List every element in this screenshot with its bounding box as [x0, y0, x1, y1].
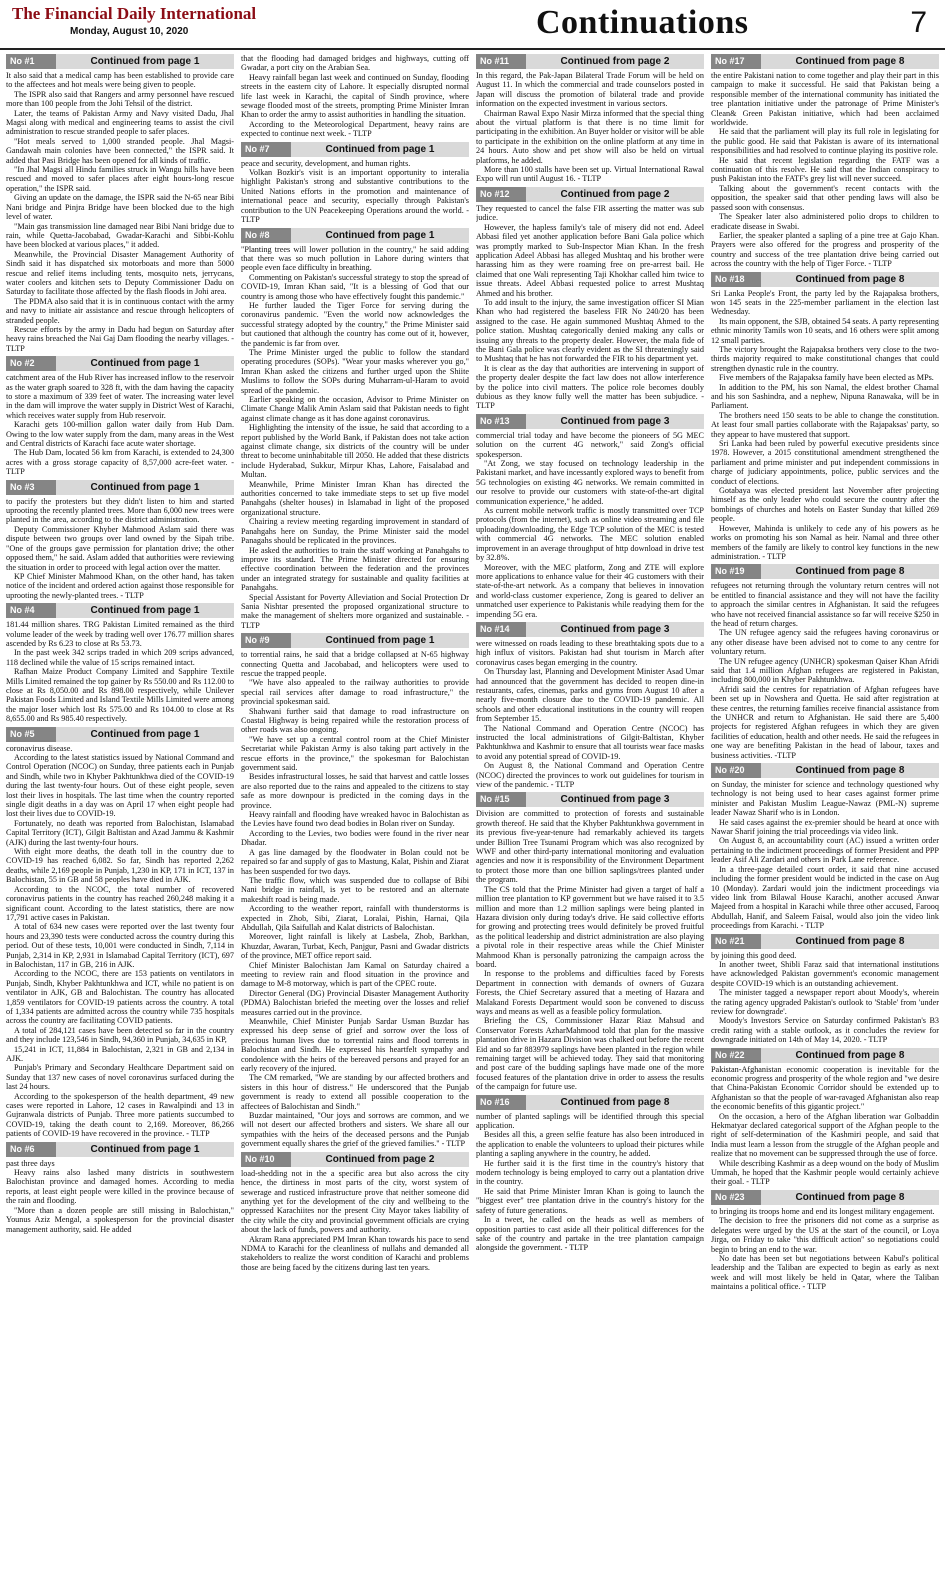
continued-from-label: Continued from page 8	[526, 1095, 704, 1110]
paragraph: Moreover, light rainfall is likely at Lasbela, Zhob, Barkhan, Khuzdar, Awaran, Turbat, Kech, Panjgur, Pasni and Gwadar districts of the province, MET office report said.	[241, 932, 469, 961]
paragraph: Sri Lanka had been ruled by powerful executive presidents since 1978. However, a 2015 constitutional amendment strengthened the parliament and prime minister and put independent commissions in charge of judiciary appointments, police, public services and the conduct of elections.	[711, 439, 939, 486]
paragraph: However, the hapless family's tale of misery did not end. Adeel Abbasi filed yet another application before Bani Gala police which was promptly marked to Sub-Inspector Mian Khan. In the fresh application Adeel Abbasi has alleged Mushtaq and his brother were harassing him as they were roaming free on pre-arrest bail. He claimed that one Wali representing Taji Khokhar called him twice to issue threats. Adeel Abbasi requested police to arrest Mushtaq Ahmed and his brother.	[476, 222, 704, 298]
paragraph: Chairing a review meeting regarding improvement in standard of Panahgahs here on Sunday, the Prime Minister said the model Panagahs should be replicated in the provinces.	[241, 517, 469, 546]
paragraph: The ISPR also said that Rangers and army personnel have rescued more than 100 people from the Johi Tehsil of the district.	[6, 89, 234, 109]
continuation-header	[241, 1152, 469, 1167]
paragraph: load-shedding not in the a specific area but also across the city hence, the dirtiness in most parts of the city, worst system of sewerage and rusticed infrastructure prove that neither someone did anything yet for the development of the city and wellbeing to the oppressed Karachiites nor the present City Mayor takes liability of the city while the city and provincial government officials are crying about the lack of funds, powers and authority.	[241, 1168, 469, 1235]
continuation-block	[476, 622, 704, 790]
paragraph: The Hub Dam, located 56 km from Karachi, is extended to 24,300 acres with a gross storage capacity of 8,57,000 acre-feet water. - TLTP	[6, 448, 234, 477]
paragraph: He said cases against the ex-premier should be heard at once with Nawar Sharif joining the trial proceedings via video link.	[711, 817, 939, 837]
continued-from-label: Continued from page 8	[761, 1048, 939, 1063]
paragraph: Besides all this, a green selfie feature has also been introduced in the application to enable the volunteers to upload their pictures while planting a sapling anywhere in the country, he added.	[476, 1130, 704, 1159]
story-body	[711, 289, 939, 562]
paragraph: KP Chief Minister Mahmood Khan, on the other hand, has taken notice of the incident and ordered action against those responsible for uprooting the newly-planted trees. - TLTP	[6, 571, 234, 600]
paragraph: It also said that a medical camp has been established to provide care to the affectees and hot meals were being given to people.	[6, 71, 234, 90]
story-body	[241, 245, 469, 631]
paragraph: To add insult to the injury, the same investigation officer SI Mian Khan who had registered the baseless FIR No 240/20 has been assigned to the case. He again summoned Mushtaq Ahmed to the police station. Mushtaq categorically denied making any calls or issuing any threats to the property dealer. However, the mala fide of the Bani Gala police was clearly evident as the SI threateningly said to Mushtaq that he has not forwarded the FIR to his department yet.	[476, 297, 704, 364]
paragraph: Shahwani further said that damage to road infrastructure on Coastal Highway is being repaired while the restoration process of other roads was also ongoing.	[241, 706, 469, 735]
paragraph: According to the NCOC, the total number of recovered coronavirus patients in the country has reached 260,248 making it a significant count. According to the latest statistics, there are now 17,791 active cases in Pakistan.	[6, 884, 234, 922]
paragraph: A total of 634 new cases were reported over the last twenty four hours and 23,390 tests were conducted across the country during this period. Out of these tests, 10,001 were conducted in Sindh, 7,114 in Punjab, 2,314 in KP, 2,931 in Islamabad Capital Territory (ICT), 697 in Balochistan, 117 in GB, 216 in AJK.	[6, 922, 234, 969]
paragraph: Meanwhile, Chief Minister Punjab Sardar Usman Buzdar has expressed his deep sense of grief and sorrow over the loss of precious human lives due to torrential rains and flood torrents in Balochistan and Sindh. He expressed his heartfelt sympathy and condolence with the heirs of the bereaved persons and prayed for an early recovery of the injured.	[241, 1017, 469, 1074]
paragraph: Deputy Commissioner Khyber Mahmood Aslam said there was dispute between two groups over land owned by the Sipah tribe. "One of the groups gave permission for plantation drive; the other opposed them," he said. Aslam added that authorities were reviewing the situation in order to proceed with legal action over the matter.	[6, 524, 234, 572]
paragraph: It is clear as the day that authorities are intervening in support of the property dealer despite the fact law does not allow interference by the police into civil matters. The police role becomes doubly dubious as they know fully well the matter has been subjudice. - TLTP	[476, 363, 704, 411]
continued-from-label: Continued from page 1	[56, 356, 234, 371]
continued-from-label: Continued from page 2	[526, 54, 704, 69]
continued-from-label: Continued from page 3	[526, 414, 704, 429]
paragraph: Pakistan-Afghanistan economic cooperation is inevitable for the economic progress and prosperity of the whole region and "we desire that China-Pakistan Economic Corridor should be extended up to Afghanistan so that the people of war-ravaged Afghanistan also reap the economic benefits of this gigantic project."	[711, 1064, 939, 1112]
paragraph: Moody's Investors Service on Saturday confirmed Pakistan's B3 credit rating with a stable outlook, as it concludes the review for downgrade initiated on 14th of May 14, 2020. - TLTP	[711, 1016, 939, 1045]
story-body	[711, 1065, 939, 1187]
paragraph: on Sunday, the minister for science and technology questioned why technology is not being used to hear cases against former prime minister and Pakistan Muslim League-Nawaz (PML-N) supreme leader Nawaz Sharif who is in London.	[711, 780, 939, 818]
paragraph: to torrential rains, he said that a bridge collapsed at N-65 highway connecting Quetta and Jacobabad, and helicopters were used to rescue the trapped people.	[241, 650, 469, 678]
continued-from-label: Continued from page 1	[56, 1142, 234, 1157]
continuation-block	[711, 1048, 939, 1187]
continued-from-label: Continued from page 8	[761, 54, 939, 69]
paragraph: Meanwhile, the Provincial Disaster Management Authority of Sindh said it has dispatched six motorboats and more than 5000 rescue and relief items including tents, mosquito nets, jerrycans, water coolers and kitchen sets to Deputy Commissioner Dadu on Saturday to facilitate those affected by the flash floods in Johi area.	[6, 249, 234, 297]
story-body	[711, 1207, 939, 1292]
story-body	[241, 1169, 469, 1272]
paragraph: peace and security, development, and human rights.	[241, 158, 411, 168]
continuation-block	[711, 54, 939, 269]
story-number: No #20	[711, 763, 761, 778]
paragraph: "At Zong, we stay focused on technology leadership in the Pakistani market, and have incessantly explored ways to benefit from 5G technologies on existing 4G networks. We remain committed in our resolve to provide our customers with state-of-the-art digital communication experience," he added.	[476, 459, 704, 506]
paragraph: Talking about the government's recent contacts with the opposition, the speaker said that other pending laws will also be passed soon with consensus.	[711, 183, 939, 212]
story-body	[476, 1112, 704, 1253]
paragraph: He said that Prime Minister Imran Khan is going to launch the "biggest ever" tree plantation drive in the country's history for the safety of future generations.	[476, 1186, 704, 1215]
continuation-header	[711, 934, 939, 949]
paragraph: He further said it is the first time in the country's history that modern technology is being employed to carry out a plantation drive in the country.	[476, 1158, 704, 1187]
story-body	[476, 204, 704, 411]
continuation-header	[6, 356, 234, 371]
story-body	[241, 159, 469, 225]
paragraph: "Planting trees will lower pollution in the country," he said adding that there was so much pollution in Lahore during winters that people even face difficulty in breathing.	[241, 244, 469, 273]
continued-from-label: Continued from page 8	[761, 763, 939, 778]
paragraph: Afridi said the centres for repatriation of Afghan refugees have been set up in Nowshera and Quetta. He said after registration at these centres, the returning families receive financial assistance from the UNHCR and return to Afghanistan. He said there are 5,400 projects for registered Afghan refugees in which they are given facilities of education, health and other needs. He said the refugees in one way are benefiting Pakistan in the head of labour, taxes and business activities. -TLTP	[711, 684, 939, 760]
continuation-block	[476, 792, 704, 1091]
section-title: Continuations	[536, 4, 749, 41]
continuation-header	[6, 1142, 234, 1157]
story-number: No #8	[241, 228, 291, 243]
story-body	[6, 744, 234, 1139]
continuation-header	[476, 792, 704, 807]
paragraph: coronavirus disease.	[6, 743, 73, 753]
paragraph: 15,241 in ICT, 11,884 in Balochistan, 2,321 in GB and 2,134 in AJK.	[6, 1044, 234, 1063]
paragraph: The decision to free the prisoners did not come as a surprise as delegates were urged by the US at the start of the council, or Loya Jirga, on Friday to take "this difficult action" so negotiations could begin to bring an end to the war.	[711, 1216, 939, 1254]
paragraph: "Main gas transmission line damaged near Bibi Nani bridge due to rain, while Quetta-Jacobabad, Gwadar-Karachi and Sibbi-Kohlu have been blocked at various places," it added.	[6, 221, 234, 250]
paragraph: In addition to the PM, his son Namal, the eldest brother Chamal and his son Sashindra, and a nephew, Nipuna Ranawaka, will be in Parliament.	[711, 382, 939, 411]
paragraph: According to the spokesperson of the health department, 49 new cases were reported in Lahore, 12 cases in Rawalpindi and 13 in Gujranwala districts of Punjab. Three more patients succumbed to COVID-19, taking the death count to 2,169. Moreover, 86,266 patients of COVID-19 have recovered in the province. - TLTP	[6, 1091, 234, 1139]
paragraph: While describing Kashmir as a deep wound on the body of Muslim Ummah, he hoped that the Kashmir people would certainly achieve their goal. - TLTP	[711, 1158, 939, 1187]
paragraph: Sri Lanka People's Front, the party led by the Rajapaksa brothers, won 145 seats in the 225-member parliament in the election last Wednesday.	[711, 288, 939, 317]
paragraph: by joining this good deed.	[711, 950, 797, 960]
story-body	[476, 431, 704, 619]
paragraph: Meanwhile, Prime Minister Imran Khan has directed the authorities concerned to take immediate steps to set up five model Panahgahs (shelter houses) in Islamabad in light of the proposed organizational structure.	[241, 479, 469, 517]
continued-text	[241, 54, 469, 139]
paragraph: However, Mahinda is unlikely to cede any of his powers as he works on promoting his son Namal as heir. Namal and three other members of the family are likely to control key functions in the new administration. - TLTP	[711, 523, 939, 561]
paragraph: "Hot meals served to 1,000 stranded people. Jhal Magsi-Gandawah main colonies have been connected," the ISPR said. It added that Pasi Bridge has been opened for all kinds of traffic.	[6, 136, 234, 165]
continuation-block	[476, 414, 704, 619]
paragraph: He asked the authorities to train the staff working at Panahgahs to improve its standard. The Prime Minister directed for ensuring effective coordination between the federation and the provinces under an integrated strategy for sustainable and quality facilities at Panahgahs.	[241, 545, 469, 593]
continuation-header	[476, 187, 704, 202]
continuation-block	[6, 356, 234, 476]
continuation-header	[711, 54, 939, 69]
continued-from-label: Continued from page 1	[56, 480, 234, 495]
paragraph: As current mobile network traffic is mostly transmitted over TCP protocols (from the internet), such as online video streaming and file uploading/downloading, the Edge TCP solution of the MEC is tested with commercial 4G networks. The MEC solution enabled improvement in an average throughput of http download in drive test by 32.8%.	[476, 506, 704, 563]
story-number: No #22	[711, 1048, 761, 1063]
column-1	[6, 54, 234, 1580]
paragraph: On Thursday last, Planning and Development Minister Asad Umar had announced that the government has decided to reopen dine-in restaurants, cafes, cinemas, parks and gyms from August 10 after a nearly five-month closure due to the COVID-19 pandemic. All schools and other educational institutions in the country will reopen from September 15.	[476, 667, 704, 724]
paragraph: the entire Pakistani nation to come together and play their part in this campaign to make it successful. He said that Pakistan being a responsible member of the international community has initiated the tree plantation initiative under the patronage of Prime Minister's Clean& Green Pakistan initiative, which had been acclaimed worldwide.	[711, 71, 939, 128]
paragraph: The UN refugee agency (UNHCR) spokesman Qaiser Khan Afridi said that 1.4 million Afghan refugees are registered in Pakistan, including 800,000 in Khyber Pakhtunkhwa.	[711, 656, 939, 685]
continuation-block	[711, 564, 939, 760]
paragraph: Heavy rains also lashed many districts in southwestern Balochistan province and damaged homes. According to media reports, at least eight people were killed in the province because of the rain and flooding.	[6, 1168, 234, 1206]
continuation-header	[476, 54, 704, 69]
paragraph: The victory brought the Rajapaksa brothers very close to the two-thirds majority required to make constitutional changes that could strengthen dynastic rule in the country.	[711, 344, 939, 373]
paragraph: Rafhan Maize Product Company Limited and Sapphire Textile Mills Limited remained the top gainer by Rs 550.00 and Rs 112.00 to close at Rs 8,050.00 and Rs 898.00 respectively, while Unilever Pakistan Foods Limited and Island Textile Mills Limited were among the major loser which lost Rs 575.00 and Rs 104.00 to close at Rs 8,655.00 and Rs 985.40 respectively.	[6, 667, 234, 724]
continued-from-label: Continued from page 1	[291, 633, 469, 648]
continued-from-label: Continued from page 1	[291, 228, 469, 243]
paragraph: Fortunately, no death was reported from Balochistan, Islamabad Capital Territory (ICT), Gilgit Baltistan and Azad Jammu & Kashmir (AJK) during the last twenty-four hours.	[6, 818, 234, 847]
continuation-header	[711, 763, 939, 778]
paragraph: Moreover, with the MEC platform, Zong and ZTE will explore more applications to enhance value for their 4G customers with their state-of-the-art network. As a company that believes in innovation and world-class customer experience, Zong is geared to deliver an unmatched user experience to Pakistanis while readying them for the impending 5G era.	[476, 562, 704, 619]
story-number: No #23	[711, 1190, 761, 1205]
paragraph: "In Jhal Magsi all Hindu families struck in Wangu hills have been rescued and moved to safer places after eight hours-long rescue operation," the ISPR said.	[6, 165, 234, 193]
paragraph: On August 8, the National Command and Operation Centre (NCOC) directed the provinces to work out guidelines for tourism in view of the pandemic. - TLTP	[476, 761, 704, 790]
story-number: No #3	[6, 480, 56, 495]
paragraph: Besides infrastructural losses, he said that harvest and cattle losses are also reported due to the rains and appealed to the citizens to stay safe as more downpour is predicted in the coming days in the province.	[241, 772, 469, 810]
story-number: No #9	[241, 633, 291, 648]
continuation-block	[241, 228, 469, 631]
story-body	[476, 809, 704, 1091]
continuation-block	[6, 603, 234, 723]
paragraph: In this regard, the Pak-Japan Bilateral Trade Forum will be held on August 11. In which the commercial and trade counselors posted in Japan will discuss the promotion of bilateral trade and provide information on the expected investment in various sectors.	[476, 71, 704, 109]
paragraph: A total of 284,121 cases have been detected so far in the country and they include 123,546 in Sindh, 94,360 in Punjab, 34,635 in KP,	[6, 1025, 234, 1045]
continuation-block	[711, 934, 939, 1045]
continuation-block	[6, 54, 234, 353]
story-number: No #21	[711, 934, 761, 949]
continuation-block	[241, 1152, 469, 1577]
story-number: No #13	[476, 414, 526, 429]
paragraph: "More than a dozen people are still missing in Balochistan," Younus Aziz Mengal, a spokesperson for the provincial disaster management authority, said. He added	[6, 1205, 234, 1234]
paragraph: According to the Levies, two bodies were found in the river near Dhadar.	[241, 828, 469, 848]
story-body	[711, 581, 939, 760]
story-body	[6, 1159, 234, 1234]
story-number: No #6	[6, 1142, 56, 1157]
story-number: No #14	[476, 622, 526, 637]
article-columns	[6, 54, 939, 1580]
story-body	[711, 780, 939, 931]
paragraph: He further lauded the Tiger Force for serving during the coronavirus pandemic. "Even the world now acknowledges the successful strategy adopted by the country," the Prime Minister said but cautioned that although the country has come out of it, however, the pandemic is far from over.	[241, 300, 469, 348]
continued-from-label: Continued from page 1	[56, 54, 234, 69]
paragraph: to pacify the protesters but they didn't listen to him and started uprooting the recently planted trees. More than 6,000 new trees were planted in the area, according to the district administration.	[6, 496, 234, 525]
paragraph: With eight more deaths, the death toll in the country due to COVID-19 has reached 6,082. So far, Sindh has reported 2,262 deaths, while 2,169 people in Punjab, 1,230 in KP, 171 in ICT, 137 in Balochistan, 55 in GB and 58 peoples have died in AJK.	[6, 847, 234, 885]
paragraph: commercial trial today and have become the pioneers of 5G MEC solution on the current 4G network," said Zong's official spokesperson.	[476, 430, 704, 459]
paragraph: 181.44 million shares. TRG Pakistan Limited remained as the third volume leader of the week by trading well over 176.77 million shares ascended by Rs 6.23 to close at Rs 53.73.	[6, 620, 234, 648]
continuation-block	[476, 54, 704, 184]
paragraph: Gotabaya was elected president last November after projecting himself as the only leader who could secure the country after the bombings of churches and hotels on Easter Sunday that killed 269 people.	[711, 486, 939, 524]
paragraph: Earlier speaking on the occasion, Advisor to Prime Minister on Climate Change Malik Amin Aslam said that Pakistan needs to fight against climate change as it has done against coronavirus.	[241, 395, 469, 423]
continuation-header	[711, 1190, 939, 1205]
continued-from-label: Continued from page 1	[56, 603, 234, 618]
paragraph: He said that recent legislation regarding the FATF was a continuation of this resolve. He said that the Indian conspiracy to push Pakistan into the FATF's grey list will never succeed.	[711, 155, 939, 184]
story-number: No #11	[476, 54, 526, 69]
column-2	[241, 54, 469, 1580]
masthead	[0, 0, 945, 48]
paragraph: According to the latest statistics issued by National Command and Control Operation (NCOC) on Sunday, three patients each in Punjab and Sindh, while two in Khyber Pakhtunkhwa died of the COVID-19 during the last twenty-four hours. Out of these eight people, seven lost their lives in hospitals. The last time when the country reported single digit deaths in a day was on April 17 when eight people had lost their lives due to COVID-19.	[6, 753, 234, 819]
continued-from-label: Continued from page 1	[291, 142, 469, 157]
continued-from-label: Continued from page 8	[761, 934, 939, 949]
story-body	[6, 620, 234, 723]
paragraph: were witnessed on roads leading to these breathtaking spots due to a high influx of visitors. Pakistan had shut tourism in March after coronavirus cases began emerging in the country.	[476, 638, 704, 667]
continuation-header	[6, 480, 234, 495]
story-number: No #7	[241, 142, 291, 157]
story-number: No #5	[6, 727, 56, 742]
paragraph: More than 100 stalls have been set up. Virtual International Rawal Expo will run until August 16. - TLTP	[476, 165, 704, 184]
paragraph: Rescue efforts by the army in Dadu had begun on Saturday after heavy rains breached the Nai Gaj Dam flooding the nearby villages. - TLTP	[6, 324, 234, 353]
continuation-header	[711, 272, 939, 287]
issue-date: Monday, August 10, 2020	[70, 26, 189, 37]
story-body	[476, 639, 704, 790]
paragraph: catchment area of the Hub River has increased inflow to the reservoir as the water graph soared to 328 ft, with the dam having the capacity to store a maximum of 339 feet of water. The increasing water level in the dam will improve the water supply in District West of Karachi, which receives water supply from Hub reservoir.	[6, 373, 234, 420]
paragraph: Commenting on Pakistan's successful strategy to stop the spread of COVID-19, Imran Khan said, "It is a blessing of God that our country is among those who have effectively fought this pandemic."	[241, 272, 469, 301]
paragraph: Buzdar maintained, "Our joys and sorrows are common, and we will not desert our affected brothers and sisters. We share all our sympathies with the heirs of the deceased persons and the Punjab government equally shares the grief of the grieved families." - TLTP	[241, 1111, 469, 1149]
paragraph: Heavy rainfall and flooding have wreaked havoc in Balochistan as the Levies have found two dead bodies in Bolan river on Sunday.	[241, 810, 469, 829]
paragraph: In response to the problems and difficulties faced by Forests Department in connection with demands of owners of Guzara Forests, the Chief Secretary assured that a meeting of Hazara and Malakand Forests Department would soon be convened to discuss ways and means as well as a feasible policy formulation.	[476, 969, 704, 1016]
paragraph: Akram Rana appreciated PM Imran Khan towards his pace to send NDMA to Karachi for the cleanliness of nullahs and demanded all stakeholders to realize the worst condition of Karachi and problems those are being faced by the citizens during last ten years.	[241, 1234, 469, 1272]
masthead-divider	[0, 48, 945, 50]
continued-from-label: Continued from page 1	[56, 727, 234, 742]
paragraph: A gas line damaged by the floodwater in Bolan could not be repaired so far and supply of gas to Mastung, Kalat, Pishin and Ziarat has been suspended for two days.	[241, 847, 469, 876]
story-number: No #12	[476, 187, 526, 202]
continuation-block	[476, 187, 704, 411]
story-body	[6, 71, 234, 353]
story-number: No #15	[476, 792, 526, 807]
paragraph: No date has been set but negotiations between Kabul's political leadership and the Taliban are expected to begin as early as next week and will most likely be held in Qatar, where the Taliban maintains a political office. - TLTP	[711, 1253, 939, 1292]
continuation-header	[476, 622, 704, 637]
continuation-header	[6, 603, 234, 618]
continuation-header	[711, 1048, 939, 1063]
paragraph: Briefing the CS, Commissioner Hazar Riaz Mahsud and Conservator Forests AzharMahmood told that plan for the massive plantation drive in Hazara Division was chalked out before the recent Eid and so far 883979 saplings have been planted in the region while remaining target will be achieved today. They said that monitoring and post care of the budding saplings have made one of the more focused features of the plantation drive in order to assess the results of the campaign for future use.	[476, 1016, 704, 1092]
column-3	[476, 54, 704, 1580]
paragraph: The minister tagged a newspaper report about Moody's, wherein the rating agency upgraded Pakistan's outlook to 'Stable' from 'under review for downgrade'.	[711, 988, 939, 1016]
continuation-header	[241, 228, 469, 243]
story-body	[6, 497, 234, 600]
paragraph: The CS told that the Prime Minister had given a target of half a million tree plantation to KP government but we have raised it to 3.5 million and more than 1.2 million saplings were being planted in Hazara division only during today's drive. He said collective efforts for growing and protecting trees would definitely be proved fruitful as the political leadership and district administration are also playing a pivotal role in their respective areas while the Chief Minister Mahmood Khan is personally patronizing the campaign across the board.	[476, 884, 704, 969]
paragraph: The CM remarked, "We are standing by our affected brothers and sisters in this hour of distress." He underscored that the Punjab government is ready to extend all possible cooperation to the affectees of Balochistan and Sindh."	[241, 1073, 469, 1111]
continuation-block	[6, 480, 234, 600]
paragraph: Chairman Rawal Expo Nasir Mirza informed that the special thing about the virtual platform is that there is no time limit for participating in the exhibition. An Buyer holder or visitor will be able to participate in the exhibition on the online platform at any time in 24 hours. Auto show and pet show will also be held on virtual platforms, he added.	[476, 108, 704, 165]
paragraph: Its main opponent, the SJB, obtained 54 seats. A party representing ethnic minority Tamils won 10 seats, and 16 others were split among 12 small parties.	[711, 316, 939, 345]
paragraph: Giving an update on the damage, the ISPR said the N-65 near Bibi Nani bridge and Pinjra Bridge have been blocked due to the high level of water.	[6, 193, 234, 222]
continuation-block	[711, 763, 939, 931]
paragraph: In a tweet, he called on the heads as well as members of opposition parties to cast aside all their political differences for the sake of the country and partake in the tree plantation campaign alongside the government. - TLTP	[476, 1215, 704, 1253]
paragraph: The traffic flow, which was suspended due to collapse of Bibi Nani bridge in rainfall, is yet to be restored and an alternate makeshift road is being made.	[241, 875, 469, 904]
continued-from-label: Continued from page 8	[761, 272, 939, 287]
story-body	[711, 71, 939, 269]
story-number: No #1	[6, 54, 56, 69]
column-4	[711, 54, 939, 1580]
paragraph: Heavy rainfall began last week and continued on Sunday, flooding streets in the eastern city of Lahore. It especially disrupted normal life last week in Karachi, the capital of Sindh province, where sewage flooded most of the streets, prompting Prime Minister Imran Khan to order the army to assist authorities in handling the situation.	[241, 72, 469, 120]
story-body	[476, 71, 704, 184]
paragraph: On the occasion, a hero of the Afghan liberation war Golbaddin Hekmatyar declared categorical support of the Afghan people to the right of self-determination of the Kashmiri people, and said that India must learn a lesson from the struggle of the Afghan people and realize that no movement can be suppressed through the use of force.	[711, 1111, 939, 1159]
paragraph: On August 8, an accountability court (AC) issued a written order pertaining to the indictment proceedings of former President and PPP leader Asif Ali Zardari and others in Park Lane reference.	[711, 836, 939, 865]
paragraph: The Speaker later also administered polio drops to children to eradicate disease in Swabi.	[711, 212, 939, 231]
paragraph: He said that the parliament will play its full role in legislating for the public good. He said that Pakistan is aware of its international responsibilities and had resolved to continue playing its positive role.	[711, 127, 939, 156]
continuation-header	[6, 54, 234, 69]
paragraph: According to the NCOC, there are 153 patients on ventilators in Punjab, Sindh, Khyber Pakhtunkhwa and ICT, while no patient is on ventilator in AJK, GB and Balochistan. The country has allocated 1,859 ventilators for COVID-19 patients across the country. A total of 1,334 patients are admitted across the country while 735 hospitals across the country are facilitating COVID patients.	[6, 969, 234, 1026]
paragraph: In the past week 342 scrips traded in which 209 scrips advanced, 118 declined while the value of 15 scrips remained intact.	[6, 648, 234, 667]
paragraph: past three days	[6, 1158, 55, 1168]
continued-from-label: Continued from page 8	[761, 564, 939, 579]
story-number: No #16	[476, 1095, 526, 1110]
continuation-header	[476, 414, 704, 429]
continuation-block	[6, 727, 234, 1139]
continuation-header	[6, 727, 234, 742]
continued-from-label: Continued from page 8	[761, 1190, 939, 1205]
paragraph: number of planted saplings will be identified through this special application.	[476, 1111, 704, 1131]
paragraph: "We have also appealed to the railway authorities to provide special rail services after damage to road infrastructure," the provincial spokesman said.	[241, 678, 469, 707]
paragraph: According to the Meteorological Department, heavy rains are expected to continue next week. - TLTP	[241, 119, 469, 139]
continuation-block	[711, 1190, 939, 1577]
paragraph: The National Command and Operation Centre (NCOC) has instructed the local administrations of Gilgit-Baltistan, Khyber Pakhtunkhwa and Kashmir to ensure that all tourists wear face masks to avoid any potential spread of COVID-19.	[476, 723, 704, 761]
continuation-block	[241, 633, 469, 1149]
paragraph: Chief Minister Balochistan Jam Kamal on Saturday chaired a meeting to review rain and flood situation in the province and damage to M-8 motorway, which is part of the CPEC route.	[241, 960, 469, 989]
paragraph: They requested to cancel the false FIR asserting the matter was sub judice.	[476, 203, 704, 223]
story-number: No #17	[711, 54, 761, 69]
continuation-header	[241, 633, 469, 648]
paragraph: Later, the teams of Pakistan Army and Navy visited Dadu, Jhal Magsi along with medical and engineering teams to assist the civil administration to rescue stranded people to safer places.	[6, 108, 234, 137]
newspaper-name: The Financial Daily International	[12, 4, 257, 23]
paragraph: Division are committed to protection of forests and sustainable growth thereof. He said that the Khyber Pakhtunkhwa government in its previous five-year-tenure had remarkably achieved its targets under Billion Tree Tsunami Program which was also recognized by WWF and other third-party international monitoring and evaluation agencies and now it is responsibility of the Environment Department to protect those more than one billion saplings/trees planted under the program.	[476, 809, 704, 885]
paragraph: Karachi gets 100-million gallon water daily from Hub Dam. Owing to the low water supply from the dam, many areas in the West and Central districts of Karachi face acute water shortage.	[6, 420, 234, 449]
continuation-block	[476, 1095, 704, 1577]
story-number: No #2	[6, 356, 56, 371]
story-number: No #18	[711, 272, 761, 287]
story-body	[711, 951, 939, 1045]
continuation-block	[241, 142, 469, 225]
paragraph: The brothers need 150 seats to be able to change the constitution. At least four small parties collaborate with the Rajapaksas' party, so they appear to have mustered that support.	[711, 410, 939, 439]
continued-from-label: Continued from page 2	[291, 1152, 469, 1167]
paragraph: The Prime Minister urged the public to follow the standard operating procedures (SOPs). "Wear your masks wherever you go," Imran Khan asked the citizens and further urged upon the Shiite Muslims to follow the SOPs during Muharram-ul-Haram to avoid spread of the pandemic.	[241, 347, 469, 395]
paragraph: According to the weather report, rainfall with thunderstorms is expected in Zhob, Sibi, Ziarat, Loralai, Pishin, Harnai, Qila Abdullah, Qila Saifullah and Kalat districts of Balochistan.	[241, 904, 469, 932]
story-body	[6, 373, 234, 476]
continued-from-label: Continued from page 2	[526, 187, 704, 202]
paragraph: Special Assistant for Poverty Alleviation and Social Protection Dr Sania Nishtar presented the proposed organizational structure to make the management of shelters more organized and sustainable. - TLTP	[241, 592, 469, 630]
continuation-header	[476, 1095, 704, 1110]
story-number: No #19	[711, 564, 761, 579]
paragraph: Volkan Bozkir's visit is an important opportunity to interalia highlight Pakistan's strong and substantive contributions to the United Nations efforts in the promotion and maintenance of international peace and security, especially through Pakistan's contribution to the UN Peacekeeping Operations around the world. - TLTP	[241, 168, 469, 225]
paragraph: In a three-page detailed court order, it said that nine accused including the former president would be indicted in the case on Aug 10 (Monday). Zardari would join the indictment proceedings via video link from Bilawal House Karachi, another accused Anwar Majeed from a hospital in Karachi while three other accused, Farooq Abdullah, Hanif, and Saleem Faisal, would also join the video link proceedings from Karachi. - TLTP	[711, 864, 939, 931]
paragraph: Punjab's Primary and Secondary Healthcare Department said on Sunday that 137 new cases of novel coronavirus surfaced during the last 24 hours.	[6, 1063, 234, 1092]
continued-from-label: Continued from page 3	[526, 622, 704, 637]
paragraph: "We have set up a central control room at the Chief Minister Secretariat while Pakistan Army is also taking part actively in the rescue efforts in the province," the spokesman for Balochistan government said.	[241, 734, 469, 773]
paragraph: In another tweet, Shibli Faraz said that international institutions have acknowledged Pakistan government's economic management despite COVID-19 which is an outstanding achievement.	[711, 959, 939, 988]
paragraph: Five members of the Rajapaksa family have been elected as MPs.	[719, 373, 934, 383]
paragraph: The PDMA also said that it is in continuous contact with the army and navy to initiate air assistance and rescue through helicopters of stranded people.	[6, 296, 234, 325]
story-number: No #10	[241, 1152, 291, 1167]
continuation-header	[241, 142, 469, 157]
page-number: 7	[910, 6, 927, 39]
continuation-block	[6, 1142, 234, 1577]
story-body	[241, 650, 469, 1149]
paragraph: refugees not returning through the voluntary return centres will not be entitled to financial assistance and they will not have the facility to approach the similar centres in Afghanistan. It said the refugees who have not received financial assistance so far will receive $250 in the head of return charges.	[711, 581, 939, 628]
continuation-header	[711, 564, 939, 579]
paragraph: The UN refugee agency said the refugees having coronavirus or any other disease have been advised not to come to any centre for voluntary return.	[711, 628, 939, 657]
paragraph: Earlier, the speaker planted a sapling of a pine tree at Gajo Khan. Prayers were also offered for the progress and prosperity of the country and success of the tree plantation drive being carried out across the country with the help of Tiger Force. - TLTP	[711, 230, 939, 269]
paragraph: Director General (DG) Provincial Disaster Management Authority (PDMA) Balochistan briefed the meeting over the losses and relief measures carried out in the province.	[241, 988, 469, 1017]
paragraph: Highlighting the intensity of the issue, he said that according to a report published by the World Bank, if Pakistan does not take action against climate change, six districts of the country will be under threat to become uninhabitable till 2050. He added that these districts include Hyderabad, Sukkur, Mirpur Khas, Lahore, Faisalabad and Multan.	[241, 423, 469, 480]
paragraph: that the flooding had damaged bridges and highways, cutting off Gwadar, a port city on the Arabian Sea.	[241, 54, 469, 73]
story-number: No #4	[6, 603, 56, 618]
paragraph: to bringing its troops home and end its longest military engagement.	[711, 1206, 935, 1216]
continued-from-label: Continued from page 3	[526, 792, 704, 807]
continuation-block	[711, 272, 939, 562]
